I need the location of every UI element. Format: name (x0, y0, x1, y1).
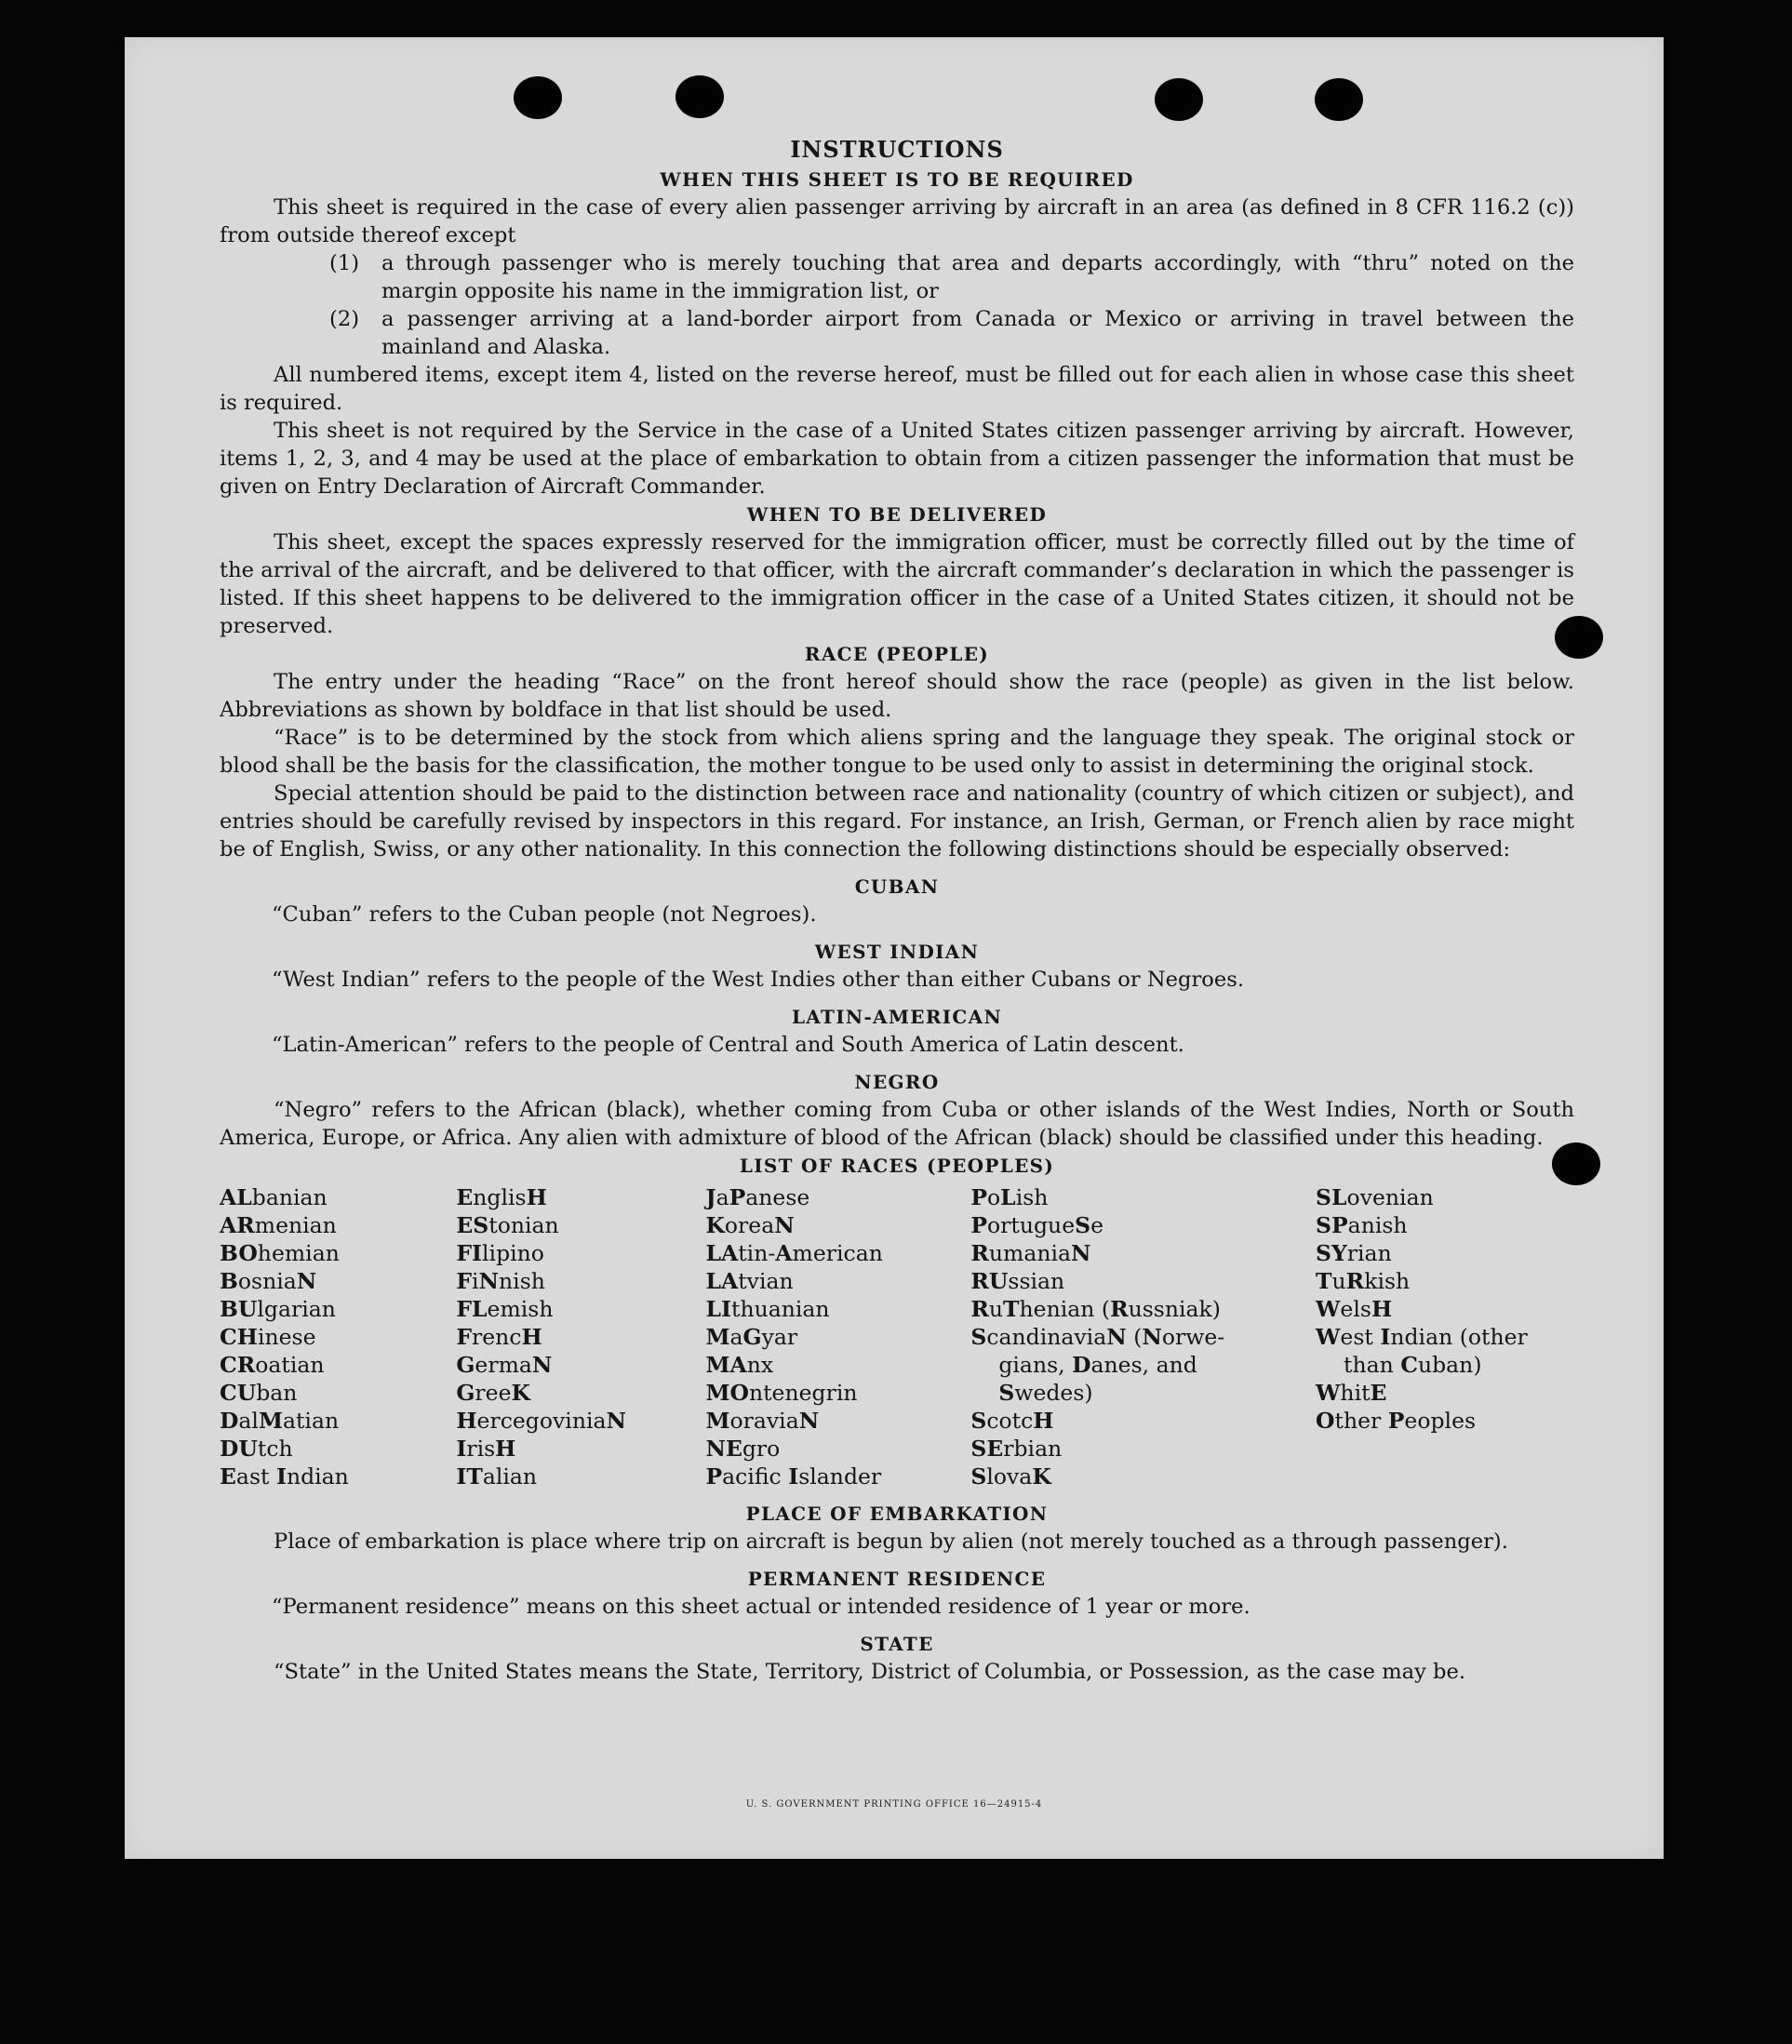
race-entry: ScotcH (970, 1408, 1054, 1434)
race-entry: FLemish (456, 1296, 554, 1322)
race-entry: GreeK (456, 1380, 530, 1406)
exception-number: (1) (329, 251, 360, 275)
paragraph-not-required: This sheet is not required by the Service in the case of a United States citizen passenger arriving by aircraft. However, items 1, 2, 3, and 4 may be used at the place of embarkation to obtain from a citizen passenger the information that must be given on Entry Declaration of Aircraft Commander. (220, 419, 1574, 499)
race-entry: Other Peoples (1316, 1408, 1477, 1434)
race-entry: EStonian (456, 1212, 559, 1238)
race-entry: BosniaN (220, 1268, 317, 1294)
subheading-negro: NEGRO (854, 1071, 940, 1093)
punch-hole (675, 75, 724, 118)
section-heading-race: RACE (PEOPLE) (804, 643, 990, 665)
race-entry: SLovenian (1316, 1184, 1434, 1210)
exception-text: a passenger arriving at a land-border airport from Canada or Mexico or arriving in travel between the mainland and Alaska. (381, 307, 1574, 359)
paragraph-numbered-items: All numbered items, except item 4, listed on the reverse hereof, must be filled out for each alien in whose case this sheet is required. (220, 363, 1574, 415)
definition-cuban: “Cuban” refers to the Cuban people (not Negroes). (272, 902, 817, 927)
page-title: INSTRUCTIONS (790, 136, 1004, 163)
race-entry: Swedes) (998, 1380, 1093, 1406)
race-entry: LIthuanian (705, 1296, 830, 1322)
section-heading-embarkation: PLACE OF EMBARKATION (745, 1503, 1049, 1525)
race-list-table (220, 1183, 1574, 1490)
race-entry: EnglisH (456, 1184, 547, 1210)
paragraph-race-nationality: Special attention should be paid to the distinction between race and nationality (country of which citizen or subject), and entries should be carefully revised by inspectors in this regard. For instance, an Irish, German, or French alien by race might be of English, Swiss, or any other nationality. In this connection the following distinctions should be especially observed: (220, 782, 1574, 862)
definition-latin-american: “Latin-American” refers to the people of Central and South America of Latin descent. (272, 1033, 1184, 1057)
race-entry: MaGyar (705, 1324, 798, 1350)
race-entry: West Indian (other (1316, 1324, 1528, 1350)
paragraph-requirement: This sheet is required in the case of every alien passenger arriving by aircraft in an area (as defined in 8 CFR 116.2 (c)) from outside thereof except (220, 195, 1574, 247)
paragraph-delivered: This sheet, except the spaces expressly reserved for the immigration officer, must be correctly filled out by the time of the arrival of the aircraft, and be delivered to that officer, with the aircraft commander’s declaration in which the passenger is listed. If this sheet happens to be delivered to the immigration officer in the case of a United States citizen, it should not be preserved. (220, 530, 1574, 638)
section-heading-state: STATE (860, 1633, 934, 1655)
punch-hole (1155, 78, 1203, 121)
exception-item (329, 249, 1574, 305)
document-page (125, 37, 1664, 1859)
race-column (456, 1183, 705, 1490)
section-heading-when-delivered: WHEN TO BE DELIVERED (746, 503, 1048, 526)
definition-residence: “Permanent residence” means on this sheet actual or intended residence of 1 year or more. (272, 1595, 1250, 1619)
race-entry: PortugueSe (970, 1212, 1104, 1238)
race-entry: gians, Danes, and (998, 1352, 1197, 1378)
race-entry: HercegoviniaN (456, 1408, 626, 1434)
race-column (1316, 1183, 1574, 1490)
race-entry: MAnx (705, 1352, 774, 1378)
race-column (220, 1183, 456, 1490)
race-entry: SErbian (970, 1436, 1063, 1462)
race-entry: WhitE (1316, 1380, 1387, 1406)
race-entry: FIlipino (456, 1240, 544, 1266)
race-entry: SlovaK (970, 1463, 1051, 1490)
race-entry: BOhemian (220, 1240, 340, 1266)
race-entry: Pacifc Islander (705, 1463, 882, 1490)
race-entry: CUban (220, 1380, 298, 1406)
race-entry: FrencH (456, 1324, 542, 1350)
race-entry: SYrian (1316, 1240, 1392, 1266)
race-entry: JaPanese (705, 1184, 810, 1210)
race-entry: ARmenian (220, 1212, 337, 1238)
section-heading-when-required: WHEN THIS SHEET IS TO BE REQUIRED (660, 168, 1134, 191)
race-entry: CHinese (220, 1324, 316, 1350)
race-entry: BUlgarian (220, 1296, 336, 1322)
exception-item (329, 305, 1574, 361)
paragraph-state: “State” in the United States means the State, Territory, District of Columbia, or Possession, as the case may be. (274, 1660, 1466, 1684)
punch-hole (514, 76, 562, 119)
definition-negro: “Negro” refers to the African (black), whether coming from Cuba or other islands of the West Indies, North or South America, Europe, or Africa. Any alien with admixture of blood of the African (black) should be classified under this heading. (220, 1098, 1574, 1150)
race-entry: DUtch (220, 1436, 293, 1462)
subheading-west-indian: WEST INDIAN (814, 941, 980, 963)
paragraph-embarkation: Place of embarkation is place where trip on aircraft is begun by alien (not merely touched as a through passenger). (274, 1530, 1508, 1554)
instructions-body (220, 134, 1574, 1686)
race-entry: MoraviaN (705, 1408, 820, 1434)
race-entry: MOntenegrin (705, 1380, 858, 1406)
paragraph-race-stock: “Race” is to be determined by the stock from which aliens spring and the language they speak. The original stock or blood shall be the basis for the classification, the mother tongue to be used only to assist in determining the original stock. (220, 726, 1574, 778)
race-entry: RuThenian (Russniak) (970, 1296, 1221, 1322)
race-entry: East Indian (220, 1463, 349, 1490)
section-heading-races-list: LIST OF RACES (PEOPLES) (739, 1155, 1055, 1177)
race-entry: CRoatian (220, 1352, 325, 1378)
race-entry: DalMatian (220, 1408, 340, 1434)
subheading-latin-american: LATIN-AMERICAN (791, 1006, 1003, 1028)
race-column (970, 1183, 1250, 1490)
punch-hole (1315, 78, 1363, 121)
exception-list (220, 249, 1574, 361)
race-entry: LAtin-American (705, 1240, 883, 1266)
race-entry: RumaniaN (970, 1240, 1091, 1266)
race-entry: RUssian (970, 1268, 1065, 1294)
race-entry: TuRkish (1316, 1268, 1411, 1294)
race-entry: SPanish (1316, 1212, 1408, 1238)
race-entry: LAtvian (705, 1268, 794, 1294)
race-entry: WelsH (1316, 1296, 1393, 1322)
race-entry: ScandinaviaN (Norwe- (970, 1324, 1225, 1350)
race-column (705, 1183, 970, 1490)
definition-west-indian: “West Indian” refers to the people of the West Indies other than either Cubans or Negroes. (272, 968, 1245, 992)
subheading-cuban: CUBAN (854, 875, 940, 898)
race-entry: ALbanian (220, 1184, 328, 1210)
section-heading-residence: PERMANENT RESIDENCE (747, 1568, 1047, 1590)
race-entry: NEgro (705, 1436, 781, 1462)
race-entry: IrisH (456, 1436, 516, 1462)
exception-text: a through passenger who is merely touching that area and departs accordingly, with “thru” noted on the margin opposite his name in the immigration list, or (381, 251, 1574, 303)
race-entry: FiNnish (456, 1268, 545, 1294)
race-entry: than Cuban) (1344, 1352, 1482, 1378)
paragraph-race-entry: The entry under the heading “Race” on the front hereof should show the race (people) as given in the list below. Abbreviations as shown by boldface in that list should be used. (220, 670, 1574, 722)
race-entry: ITalian (456, 1463, 538, 1490)
race-entry: KoreaN (705, 1212, 795, 1238)
race-entry: GermaN (456, 1352, 553, 1378)
race-entry: PoLish (970, 1184, 1049, 1210)
printer-imprint: U. S. GOVERNMENT PRINTING OFFICE 16—24915-4 (745, 1799, 1043, 1810)
exception-number: (2) (329, 307, 360, 331)
